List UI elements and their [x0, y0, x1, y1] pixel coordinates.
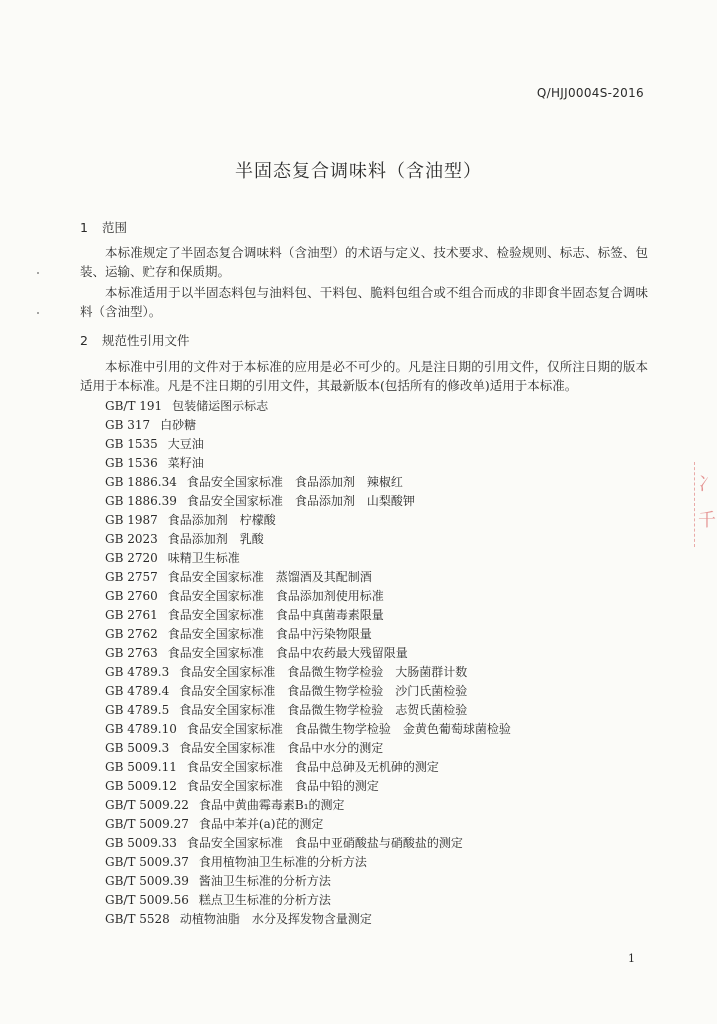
reference-title: 食品安全国家标准 食品微生物学检验 志贺氏菌检验 — [179, 703, 468, 717]
section-number: 1 — [80, 220, 88, 235]
seal-stamp-fragment: 冫 千 — [694, 462, 717, 547]
page-number: 1 — [628, 952, 635, 965]
reference-item — [105, 663, 511, 682]
reference-title: 大豆油 — [167, 437, 204, 451]
reference-code: GB 2720 — [105, 551, 158, 565]
reference-item — [105, 872, 511, 891]
reference-title: 食用植物油卫生标准的分析方法 — [198, 855, 367, 869]
reference-title: 食品安全国家标准 食品添加剂 山梨酸钾 — [186, 494, 415, 508]
reference-title: 食品添加剂 乳酸 — [167, 532, 264, 546]
reference-item — [105, 397, 511, 416]
reference-title: 食品添加剂 柠檬酸 — [167, 513, 276, 527]
reference-item — [105, 530, 511, 549]
reference-code: GB/T 5009.37 — [105, 855, 189, 869]
reference-code: GB 2757 — [105, 570, 158, 584]
reference-item — [105, 796, 511, 815]
reference-item — [105, 739, 511, 758]
reference-title: 白砂糖 — [160, 418, 197, 432]
reference-item — [105, 454, 511, 473]
reference-code: GB 1535 — [105, 437, 158, 451]
reference-code: GB 1536 — [105, 456, 158, 470]
reference-item — [105, 416, 511, 435]
section-heading-scope — [80, 218, 127, 236]
reference-code: GB 5009.12 — [105, 779, 177, 793]
reference-title: 食品安全国家标准 食品微生物学检验 沙门氏菌检验 — [179, 684, 468, 698]
reference-code: GB/T 191 — [105, 399, 163, 413]
reference-title: 包装储运图示标志 — [172, 399, 269, 413]
reference-item — [105, 834, 511, 853]
reference-code: GB/T 5009.22 — [105, 798, 189, 812]
reference-title: 食品安全国家标准 食品微生物学检验 大肠菌群计数 — [179, 665, 468, 679]
reference-item — [105, 511, 511, 530]
paragraph: 本标准适用于以半固态料包与油料包、干料包、脆料包组合或不组合而成的非即食半固态复合调味料（含油型）。 — [80, 285, 648, 319]
document-code: Q/HJJ0004S-2016 — [536, 86, 644, 100]
reference-title: 糕点卫生标准的分析方法 — [198, 893, 331, 907]
page-title: 半固态复合调味料（含油型） — [235, 161, 482, 182]
reference-item — [105, 758, 511, 777]
section-number: 2 — [80, 333, 88, 348]
section-heading-normative-references — [80, 331, 190, 349]
reference-title: 食品安全国家标准 食品微生物学检验 金黄色葡萄球菌检验 — [186, 722, 511, 736]
reference-title: 酱油卫生标准的分析方法 — [198, 874, 331, 888]
reference-code: GB 4789.3 — [105, 665, 170, 679]
reference-title: 食品安全国家标准 食品中污染物限量 — [167, 627, 372, 641]
reference-code: GB/T 5528 — [105, 912, 170, 926]
reference-title: 食品安全国家标准 食品中水分的测定 — [179, 741, 384, 755]
reference-item — [105, 777, 511, 796]
reference-code: GB 1987 — [105, 513, 158, 527]
reference-code: GB 2762 — [105, 627, 158, 641]
reference-item — [105, 549, 511, 568]
reference-title: 动植物油脂 水分及挥发物含量测定 — [179, 912, 372, 926]
reference-code: GB/T 5009.39 — [105, 874, 189, 888]
reference-title: 食品安全国家标准 食品中真菌毒素限量 — [167, 608, 384, 622]
reference-title: 食品中黄曲霉毒素B₁的测定 — [198, 798, 345, 812]
reference-item — [105, 492, 511, 511]
reference-code: GB 4789.5 — [105, 703, 170, 717]
reference-code: GB 2761 — [105, 608, 158, 622]
reference-item — [105, 644, 511, 663]
reference-item — [105, 720, 511, 739]
reference-title: 食品安全国家标准 食品中总砷及无机砷的测定 — [186, 760, 439, 774]
scan-speck — [37, 312, 39, 314]
section-title: 规范性引用文件 — [102, 333, 190, 348]
reference-code: GB 4789.4 — [105, 684, 170, 698]
reference-code: GB 1886.34 — [105, 475, 177, 489]
reference-code: GB 2763 — [105, 646, 158, 660]
reference-item — [105, 910, 511, 929]
reference-title: 食品安全国家标准 食品中农药最大残留限量 — [167, 646, 408, 660]
reference-code: GB 5009.3 — [105, 741, 170, 755]
reference-item — [105, 815, 511, 834]
reference-item — [105, 568, 511, 587]
reference-title: 食品中苯并(a)芘的测定 — [198, 817, 324, 831]
reference-title: 食品安全国家标准 食品中亚硝酸盐与硝酸盐的测定 — [186, 836, 463, 850]
reference-code: GB/T 5009.27 — [105, 817, 189, 831]
paragraph: 本标准中引用的文件对于本标准的应用是必不可少的。凡是注日期的引用文件，仅所注日期的版本适用于本标准。凡是不注日期的引用文件，其最新版本(包括所有的修改单)适用于本标准。 — [80, 359, 648, 393]
reference-code: GB 2760 — [105, 589, 158, 603]
reference-title: 食品安全国家标准 食品中铅的测定 — [186, 779, 379, 793]
reference-item — [105, 853, 511, 872]
paragraph: 本标准规定了半固态复合调味料（含油型）的术语与定义、技术要求、检验规则、标志、标签、包装、运输、贮存和保质期。 — [80, 245, 648, 279]
reference-item — [105, 682, 511, 701]
reference-item — [105, 625, 511, 644]
reference-code: GB 1886.39 — [105, 494, 177, 508]
reference-list — [105, 397, 511, 929]
reference-code: GB 2023 — [105, 532, 158, 546]
reference-title: 食品安全国家标准 食品添加剂 辣椒红 — [186, 475, 403, 489]
scan-speck — [37, 272, 39, 274]
section-title: 范围 — [102, 220, 128, 235]
reference-item — [105, 473, 511, 492]
reference-item — [105, 587, 511, 606]
reference-code: GB 5009.11 — [105, 760, 177, 774]
reference-item — [105, 701, 511, 720]
reference-code: GB 317 — [105, 418, 151, 432]
reference-code: GB/T 5009.56 — [105, 893, 189, 907]
reference-title: 食品安全国家标准 蒸馏酒及其配制酒 — [167, 570, 372, 584]
reference-item — [105, 435, 511, 454]
reference-title: 食品安全国家标准 食品添加剂使用标准 — [167, 589, 384, 603]
reference-item — [105, 891, 511, 910]
reference-title: 味精卫生标准 — [167, 551, 240, 565]
reference-title: 菜籽油 — [167, 456, 204, 470]
reference-item — [105, 606, 511, 625]
reference-code: GB 5009.33 — [105, 836, 177, 850]
reference-code: GB 4789.10 — [105, 722, 177, 736]
